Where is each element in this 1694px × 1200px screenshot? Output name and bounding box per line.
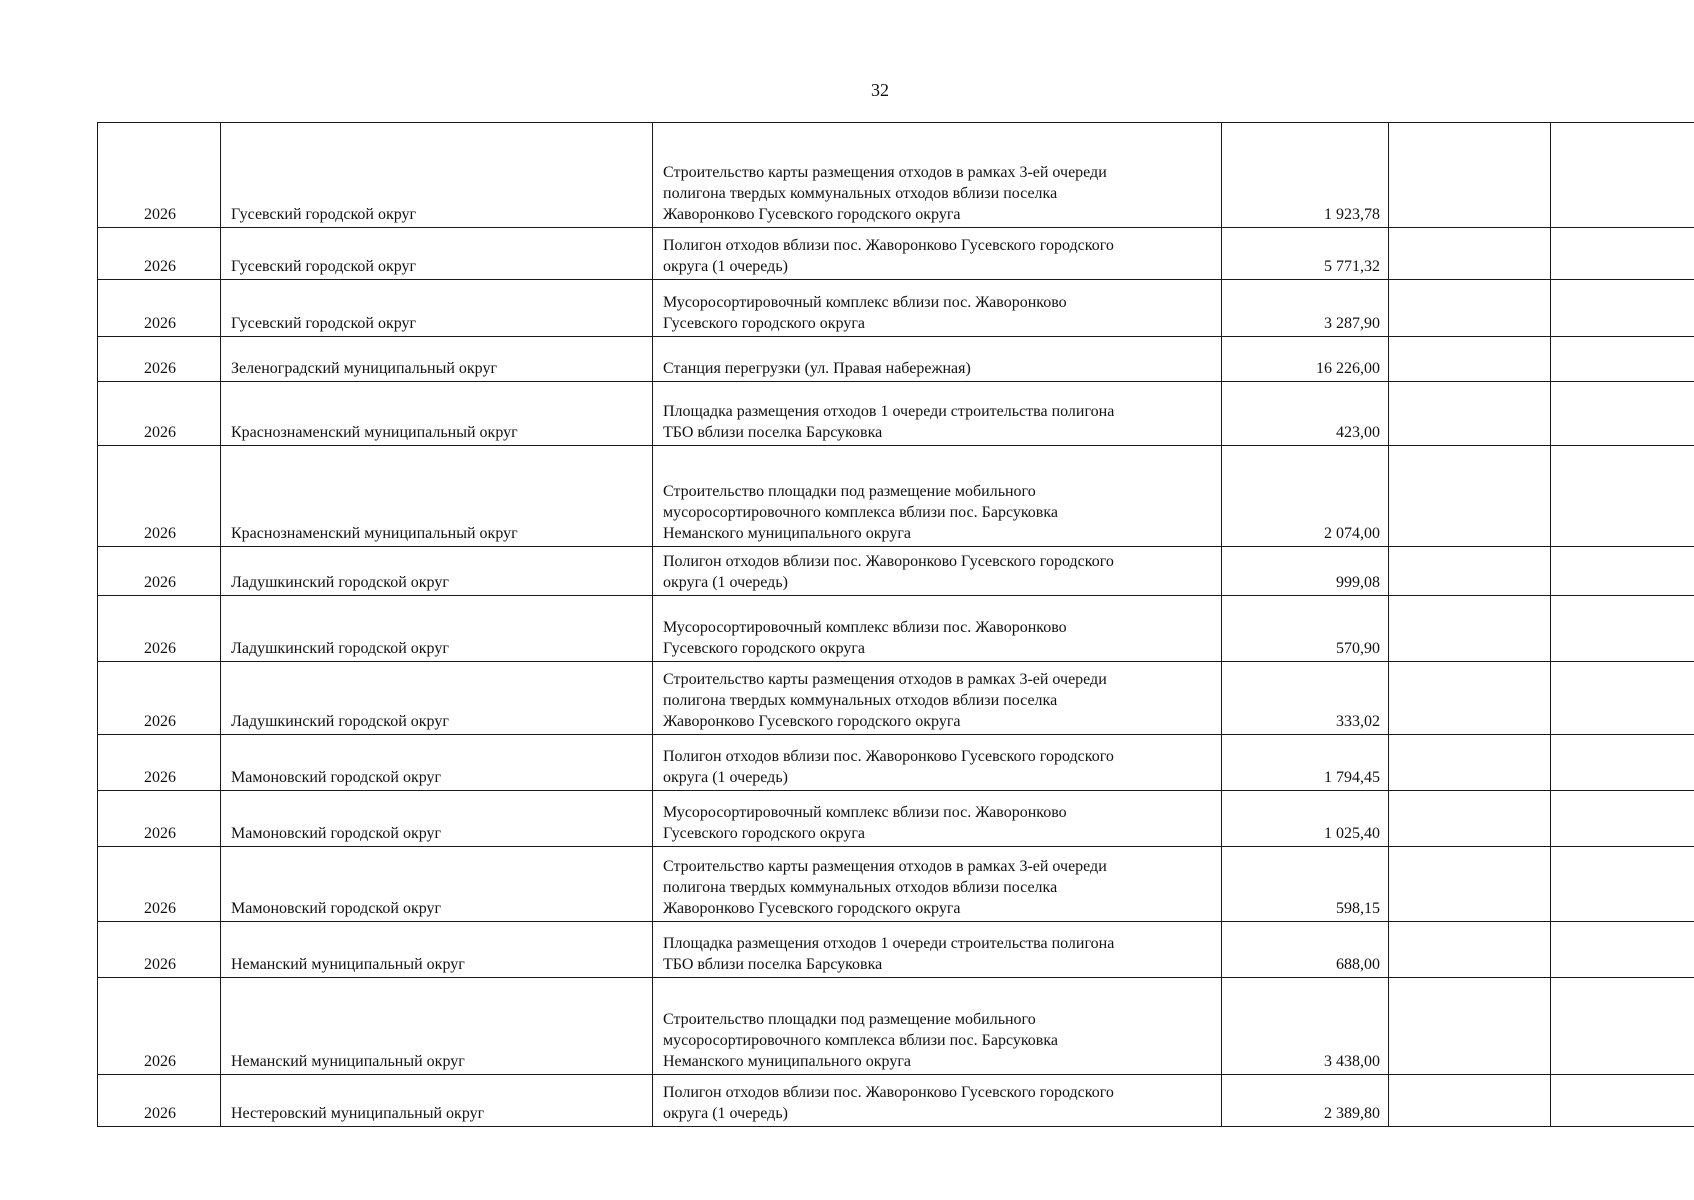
table-row <box>98 596 1694 662</box>
empty-cell <box>1551 847 1694 922</box>
empty-cell <box>1551 596 1694 662</box>
object-line: ТБО вблизи поселка Барсуковка <box>663 956 883 973</box>
amount-cell: 423,00 <box>1222 382 1389 446</box>
object-line: Строительство карты размещения отходов в рамках 3-ей очереди <box>663 858 1107 875</box>
empty-cell <box>1389 847 1551 922</box>
amount-cell: 999,08 <box>1222 547 1389 596</box>
municipality-cell: Ладушкинский городской округ <box>221 662 653 735</box>
empty-cell <box>1389 547 1551 596</box>
object-cell <box>653 382 1222 446</box>
empty-cell <box>1389 596 1551 662</box>
table-row <box>98 228 1694 280</box>
amount-cell: 1 794,45 <box>1222 735 1389 791</box>
table-row <box>98 280 1694 337</box>
object-line: ТБО вблизи поселка Барсуковка <box>663 424 883 441</box>
empty-cell <box>1551 280 1694 337</box>
year-cell: 2026 <box>98 596 221 662</box>
object-line: полигона твердых коммунальных отходов вблизи поселка <box>663 879 1058 896</box>
empty-cell <box>1389 446 1551 547</box>
empty-cell <box>1389 280 1551 337</box>
year-cell: 2026 <box>98 735 221 791</box>
table-row <box>98 547 1694 596</box>
amount-cell: 2 074,00 <box>1222 446 1389 547</box>
municipality-cell: Мамоновский городской округ <box>221 847 653 922</box>
table-row <box>98 446 1694 547</box>
amount-cell: 570,90 <box>1222 596 1389 662</box>
amount-cell: 16 226,00 <box>1222 337 1389 382</box>
municipality-cell: Неманский муниципальный округ <box>221 922 653 978</box>
object-line: округа (1 очередь) <box>663 258 788 275</box>
object-cell <box>653 922 1222 978</box>
municipality-cell: Зеленоградский муниципальный округ <box>221 337 653 382</box>
object-line: Гусевского городского округа <box>663 825 866 842</box>
object-line: Полигон отходов вблизи пос. Жаворонково Гусевского городского <box>663 237 1114 254</box>
table-row <box>98 791 1694 847</box>
table-row <box>98 662 1694 735</box>
object-line: Жаворонково Гусевского городского округа <box>663 206 961 223</box>
object-line: Неманского муниципального округа <box>663 525 911 542</box>
table-row <box>98 978 1694 1075</box>
municipality-cell: Нестеровский муниципальный округ <box>221 1075 653 1127</box>
municipality-cell: Ладушкинский городской округ <box>221 547 653 596</box>
empty-cell <box>1389 978 1551 1075</box>
amount-cell: 1 923,78 <box>1222 123 1389 228</box>
empty-cell <box>1389 228 1551 280</box>
empty-cell <box>1551 922 1694 978</box>
object-line: Жаворонково Гусевского городского округа <box>663 900 961 917</box>
empty-cell <box>1551 337 1694 382</box>
object-line: мусоросортировочного комплекса вблизи пос. Барсуковка <box>663 1032 1058 1049</box>
object-cell <box>653 446 1222 547</box>
table-row <box>98 337 1694 382</box>
table-row <box>98 123 1694 228</box>
object-line: Строительство площадки под размещение мобильного <box>663 483 1036 500</box>
amount-cell: 688,00 <box>1222 922 1389 978</box>
municipality-cell: Краснознаменский муниципальный округ <box>221 382 653 446</box>
year-cell: 2026 <box>98 280 221 337</box>
object-cell <box>653 847 1222 922</box>
allocation-table <box>97 122 1694 1127</box>
object-cell <box>653 228 1222 280</box>
year-cell: 2026 <box>98 123 221 228</box>
year-cell: 2026 <box>98 446 221 547</box>
table-row <box>98 735 1694 791</box>
amount-cell: 3 438,00 <box>1222 978 1389 1075</box>
year-cell: 2026 <box>98 978 221 1075</box>
object-cell <box>653 123 1222 228</box>
year-cell: 2026 <box>98 382 221 446</box>
empty-cell <box>1389 382 1551 446</box>
object-cell <box>653 596 1222 662</box>
object-line: Строительство карты размещения отходов в рамках 3-ей очереди <box>663 164 1107 181</box>
table-row <box>98 847 1694 922</box>
empty-cell <box>1389 791 1551 847</box>
municipality-cell: Неманский муниципальный округ <box>221 978 653 1075</box>
empty-cell <box>1389 123 1551 228</box>
object-line: Мусоросортировочный комплекс вблизи пос. Жаворонково <box>663 804 1067 821</box>
amount-cell: 1 025,40 <box>1222 791 1389 847</box>
object-cell <box>653 547 1222 596</box>
year-cell: 2026 <box>98 547 221 596</box>
municipality-cell: Гусевский городской округ <box>221 228 653 280</box>
year-cell: 2026 <box>98 662 221 735</box>
object-line: полигона твердых коммунальных отходов вблизи поселка <box>663 692 1058 709</box>
empty-cell <box>1551 547 1694 596</box>
municipality-cell: Гусевский городской округ <box>221 280 653 337</box>
object-line: Мусоросортировочный комплекс вблизи пос. Жаворонково <box>663 294 1067 311</box>
object-line: Жаворонково Гусевского городского округа <box>663 713 961 730</box>
amount-cell: 5 771,32 <box>1222 228 1389 280</box>
object-line: мусоросортировочного комплекса вблизи пос. Барсуковка <box>663 504 1058 521</box>
object-line: округа (1 очередь) <box>663 574 788 591</box>
table-row <box>98 382 1694 446</box>
empty-cell <box>1551 228 1694 280</box>
year-cell: 2026 <box>98 228 221 280</box>
municipality-cell: Гусевский городской округ <box>221 123 653 228</box>
object-line: Станция перегрузки (ул. Правая набережная) <box>663 360 971 377</box>
object-line: Площадка размещения отходов 1 очереди строительства полигона <box>663 403 1115 420</box>
object-line: Площадка размещения отходов 1 очереди строительства полигона <box>663 935 1115 952</box>
year-cell: 2026 <box>98 791 221 847</box>
object-line: полигона твердых коммунальных отходов вблизи поселка <box>663 185 1058 202</box>
empty-cell <box>1389 337 1551 382</box>
object-line: Полигон отходов вблизи пос. Жаворонково Гусевского городского <box>663 748 1114 765</box>
municipality-cell: Краснознаменский муниципальный округ <box>221 446 653 547</box>
object-line: Строительство площадки под размещение мобильного <box>663 1011 1036 1028</box>
empty-cell <box>1551 735 1694 791</box>
object-cell <box>653 791 1222 847</box>
empty-cell <box>1389 922 1551 978</box>
object-line: Гусевского городского округа <box>663 315 866 332</box>
empty-cell <box>1551 123 1694 228</box>
object-line: округа (1 очередь) <box>663 769 788 786</box>
amount-cell: 333,02 <box>1222 662 1389 735</box>
year-cell: 2026 <box>98 847 221 922</box>
object-line: Мусоросортировочный комплекс вблизи пос. Жаворонково <box>663 619 1067 636</box>
empty-cell <box>1551 662 1694 735</box>
object-cell <box>653 337 1222 382</box>
table-row <box>98 922 1694 978</box>
empty-cell <box>1551 1075 1694 1127</box>
municipality-cell: Мамоновский городской округ <box>221 735 653 791</box>
municipality-cell: Ладушкинский городской округ <box>221 596 653 662</box>
object-cell <box>653 280 1222 337</box>
object-line: округа (1 очередь) <box>663 1105 788 1122</box>
empty-cell <box>1389 1075 1551 1127</box>
object-cell <box>653 1075 1222 1127</box>
object-cell <box>653 662 1222 735</box>
empty-cell <box>1389 735 1551 791</box>
object-line: Неманского муниципального округа <box>663 1053 911 1070</box>
object-cell <box>653 735 1222 791</box>
year-cell: 2026 <box>98 337 221 382</box>
table-row <box>98 1075 1694 1127</box>
empty-cell <box>1551 446 1694 547</box>
object-line: Полигон отходов вблизи пос. Жаворонково Гусевского городского <box>663 553 1114 570</box>
amount-cell: 2 389,80 <box>1222 1075 1389 1127</box>
amount-cell: 3 287,90 <box>1222 280 1389 337</box>
empty-cell <box>1551 978 1694 1075</box>
object-line: Гусевского городского округа <box>663 640 866 657</box>
year-cell: 2026 <box>98 922 221 978</box>
municipality-cell: Мамоновский городской округ <box>221 791 653 847</box>
amount-cell: 598,15 <box>1222 847 1389 922</box>
page-number: 32 <box>871 80 889 100</box>
year-cell: 2026 <box>98 1075 221 1127</box>
empty-cell <box>1551 791 1694 847</box>
object-line: Строительство карты размещения отходов в рамках 3-ей очереди <box>663 671 1107 688</box>
empty-cell <box>1389 662 1551 735</box>
object-line: Полигон отходов вблизи пос. Жаворонково Гусевского городского <box>663 1084 1114 1101</box>
object-cell <box>653 978 1222 1075</box>
empty-cell <box>1551 382 1694 446</box>
